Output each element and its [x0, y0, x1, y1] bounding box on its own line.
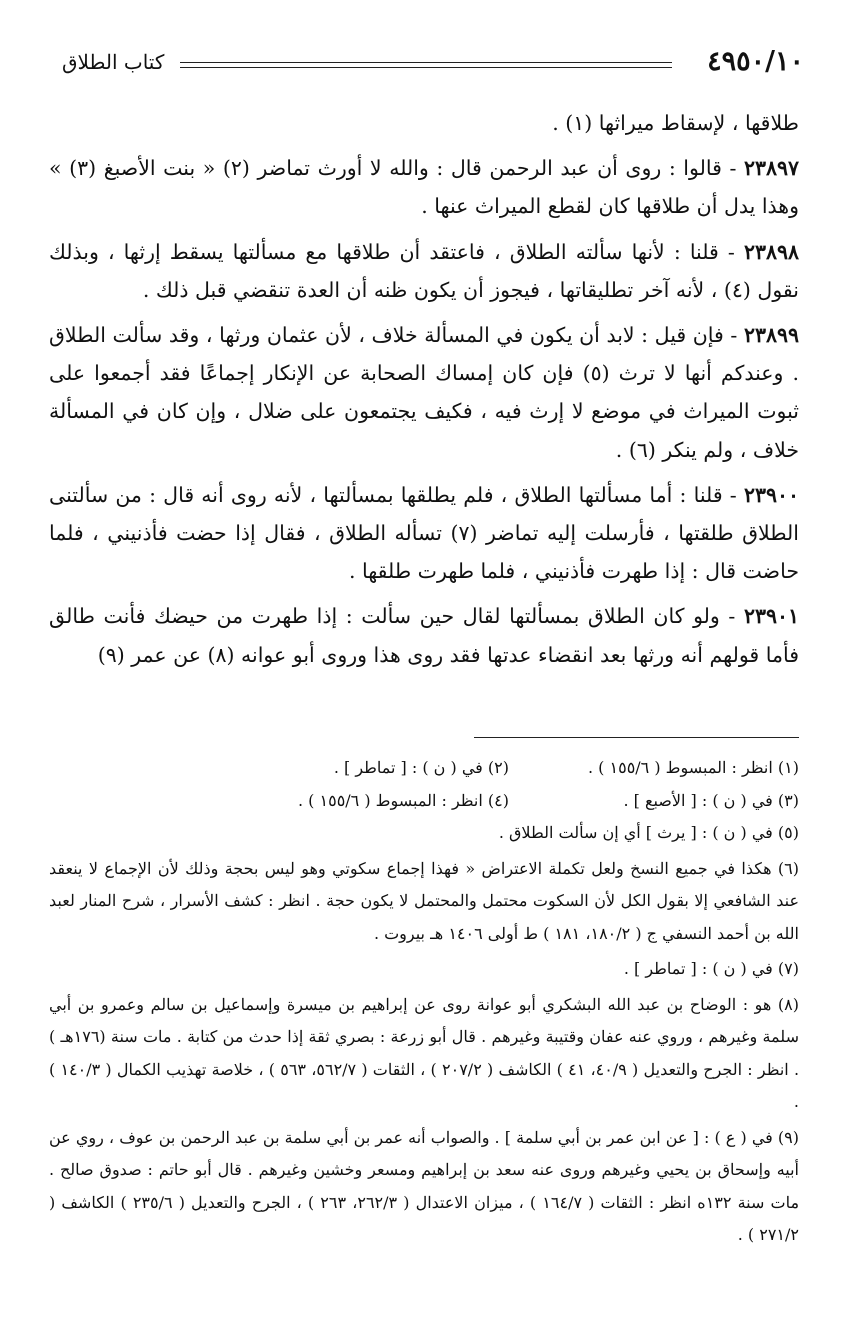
running-header [62, 44, 804, 84]
paragraph-text: طلاقها ، لإسقاط ميراثها (١) . [552, 111, 799, 135]
paragraph-text: - ولو كان الطلاق بمسألتها لقال حين سألت : إذا طهرت من حيضك فأنت طالق فأما قولهم أنه ورثها بعد انقضاء عدتها فقد روى هذا وروى أبو عوانه (٨) عن عمر (٩) [49, 604, 799, 667]
paragraph [49, 104, 799, 142]
paragraph [49, 597, 799, 673]
paragraph-number: ٢٣٨٩٩ [743, 323, 799, 348]
footnote-row [49, 752, 799, 785]
paragraph [49, 316, 799, 469]
page-number: ٤٩٥٠/١٠ [707, 46, 804, 77]
footnote-4: (٤) انظر : المبسوط ( ١٥٥/٦ ) . [298, 790, 509, 810]
book-title: كتاب الطلاق [62, 50, 165, 74]
paragraph-text: - قلنا : لأنها سألته الطلاق ، فاعتقد أن طلاقها مع مسألتها يسقط إرثها ، وبذلك نقول (٤) ، لأنه آخر تطليقاتها ، فيجوز أن يكون ظنه أن العدة تنقضي قبل ذلك . [49, 239, 799, 302]
footnote-1: (١) انظر : المبسوط ( ١٥٥/٦ ) . [588, 758, 799, 777]
paragraph [49, 233, 799, 309]
footnote-row [49, 785, 799, 818]
main-text [49, 104, 799, 681]
paragraph-number: ٢٣٨٩٨ [743, 239, 799, 264]
footnote-7: (٧) في ( ن ) : [ تماطر ] . [623, 959, 799, 978]
paragraph-text: - قلنا : أما مسألتها الطلاق ، فلم يطلقها بمسألتها ، لأنه روى أنه قال : من سألتنى الطلاق طلقتها ، فأرسلت إليه تماضر (٧) تسأله الطلاق ، فقال إذا حضت فأذنيني ، فلما حاضت قال : إذا طهرت فأذنيني ، فلما طهرت طلقها . [49, 482, 800, 584]
paragraph-number: ٢٣٨٩٧ [743, 156, 800, 181]
footnote-separator [474, 737, 799, 738]
paragraph [49, 476, 799, 591]
footnote-2: (٢) في ( ن ) : [ تماطر ] . [333, 758, 509, 777]
paragraph-number: ٢٣٩٠٠ [743, 482, 799, 507]
footnote-6: (٦) هكذا في جميع النسخ ولعل تكملة الاعتراض « فهذا إجماع سكوتي وهو ليس بحجة وذلك لأن الإجماع لا ينعقد عند الشافعي إلا بقول الكل لأن السكوت محتمل والمحتمل لا يكون حجة . انظر : كشف الأسرار ، شرح المنار لعبد الله بن أحمد النسفي ج ( ١٨٠/٢، ١٨١ ) ط أولى ١٤٠٦ هـ بيروت . [49, 858, 799, 943]
paragraph [49, 149, 799, 225]
footnote-8: (٨) هو : الوضاح بن عبد الله البشكري أبو عوانة روى عن إبراهيم بن ميسرة وإسماعيل بن سالم وعمرو بن أبي سلمة وغيرهم ، وروي عنه عفان وقتيبة وغيرهم . قال أبو زرعة : بصري ثقة إذا حدث من كتابة . مات سنة (١٧٦هـ ) . انظر : الجرح والتعديل ( ٤٠/٩، ٤١ ) الكاشف ( ٢٠٧/٢ ) ، الثقات ( ٥٦٢/٧، ٥٦٣ ) ، خلاصة تهذيب الكمال ( ١٤٠/٣ ) . [49, 994, 800, 1111]
footnote-5: (٥) في ( ن ) : [ يرث ] أي إن سألت الطلاق . [498, 823, 799, 842]
paragraph-text: - قالوا : روى أن عبد الرحمن قال : والله لا أورث تماضر (٢) « بنت الأصبغ (٣) » وهذا يدل أن طلاقها كان لقطع الميراث عنها . [49, 156, 799, 219]
header-rule [180, 62, 672, 68]
footnote-9: (٩) في ( ع ) : [ عن ابن عمر بن أبي سلمة ] . والصواب أنه عمر بن أبي سلمة بن عبد الرحمن بن عوف ، روي عن أبيه وإسحاق بن يحيي وغيرهم وروى عنه سعد بن إبراهيم ومسعر وخشين وغيرهم . قال أبو حاتم : صدوق صالح . مات سنة ١٣٢ه انظر : الثقات ( ١٦٤/٧ ) ، ميزان الاعتدال ( ٢٦٢/٣، ٢٦٣ ) ، الجرح والتعديل ( ٢٣٥/٦ ) الكاشف ( ٢٧١/٢ ) . [49, 1127, 800, 1244]
footnote-3: (٣) في ( ن ) : [ الأصبع ] . [623, 790, 799, 810]
paragraph-text: - فإن قيل : لابد أن يكون في المسألة خلاف ، لأن عثمان ورثها ، وقد سألت الطلاق . وعندكم أنها لا ترث (٥) فإن كان إمساك الصحابة عن الإنكار إجماعًا فقد أجمعوا على ثبوت الميراث في موضع لا إرث فيه ، فكيف يجتمعون على ضلال ، وإن كان في المسألة خلاف ، ولم ينكر (٦) . [49, 323, 799, 462]
footnotes [49, 752, 799, 1255]
paragraph-number: ٢٣٩٠١ [743, 604, 799, 629]
